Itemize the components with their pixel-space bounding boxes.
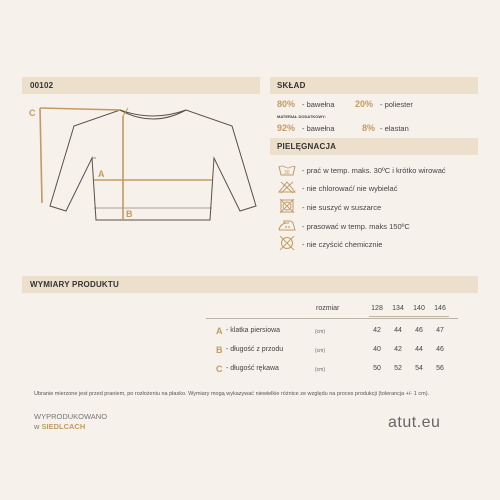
row-c-letter: C <box>216 364 223 374</box>
sweater-outline <box>50 110 256 220</box>
product-code-bar <box>22 77 260 94</box>
made-in-line1: WYPRODUKOWANO <box>34 412 108 421</box>
made-in-line2 <box>34 422 107 432</box>
row-a-val-140: 46 <box>415 327 423 334</box>
iron-150-icon <box>277 218 297 232</box>
size-140: 140 <box>413 305 425 312</box>
row-a-val-134: 44 <box>394 327 402 334</box>
composition-pct-2: 20% <box>355 99 374 109</box>
made-in <box>34 412 107 432</box>
care-title: PIELĘGNACJA <box>277 142 337 151</box>
row-a-val-146: 47 <box>436 327 444 334</box>
additional-material-2: - elastan <box>380 124 409 133</box>
no-tumble-dry-icon <box>278 199 296 213</box>
row-a-name: - klatka piersiowa <box>226 327 281 334</box>
row-b-val-128: 40 <box>373 346 381 353</box>
sizes-underline <box>369 316 449 317</box>
made-in-place: SIEDLCACH <box>41 422 86 431</box>
additional-pct-2: 8% <box>362 123 376 133</box>
brand-logo: atut.eu <box>388 414 441 431</box>
row-c-name: - długość rękawa <box>226 365 279 372</box>
product-code: 00102 <box>30 81 54 90</box>
row-c-val-128: 50 <box>373 365 381 372</box>
garment-diagram <box>22 96 272 236</box>
row-b-val-146: 46 <box>436 346 444 353</box>
no-bleach-icon <box>277 180 297 194</box>
row-b-val-140: 44 <box>415 346 423 353</box>
row-b-letter: B <box>216 345 223 355</box>
footnote: Ubranie mierzone jest przed praniem, po rozłożeniu na płasko. Wymiary mogą wykazywać niewielkie różnice ze względu na proces produkcji (tolerancja +/- 1 cm). <box>34 391 430 397</box>
row-c-val-140: 54 <box>415 365 423 372</box>
row-b-unit: (cm) <box>315 348 325 354</box>
made-in-prefix: w <box>34 422 42 431</box>
row-a-unit: (cm) <box>315 329 325 335</box>
dimensions-title: WYMIARY PRODUKTU <box>30 280 119 289</box>
size-label: rozmiar <box>316 305 340 312</box>
composition-material-1: - bawełna <box>302 100 335 109</box>
table-divider <box>206 318 458 319</box>
diagram-label-a: A <box>98 169 105 179</box>
care-text-2: - nie chlorować/ nie wybielać <box>302 184 398 193</box>
composition-material-2: - poliester <box>380 100 413 109</box>
care-text-3: - nie suszyć w suszarce <box>302 203 382 212</box>
row-a-val-128: 42 <box>373 327 381 334</box>
size-134: 134 <box>392 305 404 312</box>
no-dry-clean-icon <box>278 236 296 250</box>
additional-material-1: - bawełna <box>302 124 335 133</box>
svg-text:30: 30 <box>284 170 290 176</box>
care-text-4: - prasować w temp. maks 150ºC <box>302 222 410 231</box>
measure-c-line <box>40 108 120 110</box>
composition-title: SKŁAD <box>277 81 306 90</box>
row-b-name: - długość z przodu <box>226 346 284 353</box>
size-146: 146 <box>434 305 446 312</box>
diagram-label-b: B <box>126 209 133 219</box>
wash-30-icon <box>277 163 297 177</box>
additional-pct-1: 92% <box>277 123 296 133</box>
care-text-1: - prać w temp. maks. 30ºC i krótko wirować <box>302 166 446 175</box>
row-b-val-134: 42 <box>394 346 402 353</box>
row-c-val-146: 56 <box>436 365 444 372</box>
additional-material-label: MATERIAŁ DODATKOWY: <box>277 114 326 119</box>
row-c-val-134: 52 <box>394 365 402 372</box>
care-text-5: - nie czyścić chemicznie <box>302 240 383 249</box>
composition-pct-1: 80% <box>277 99 296 109</box>
diagram-label-c: C <box>29 108 36 118</box>
row-c-unit: (cm) <box>315 367 325 373</box>
row-a-letter: A <box>216 326 223 336</box>
size-128: 128 <box>371 305 383 312</box>
